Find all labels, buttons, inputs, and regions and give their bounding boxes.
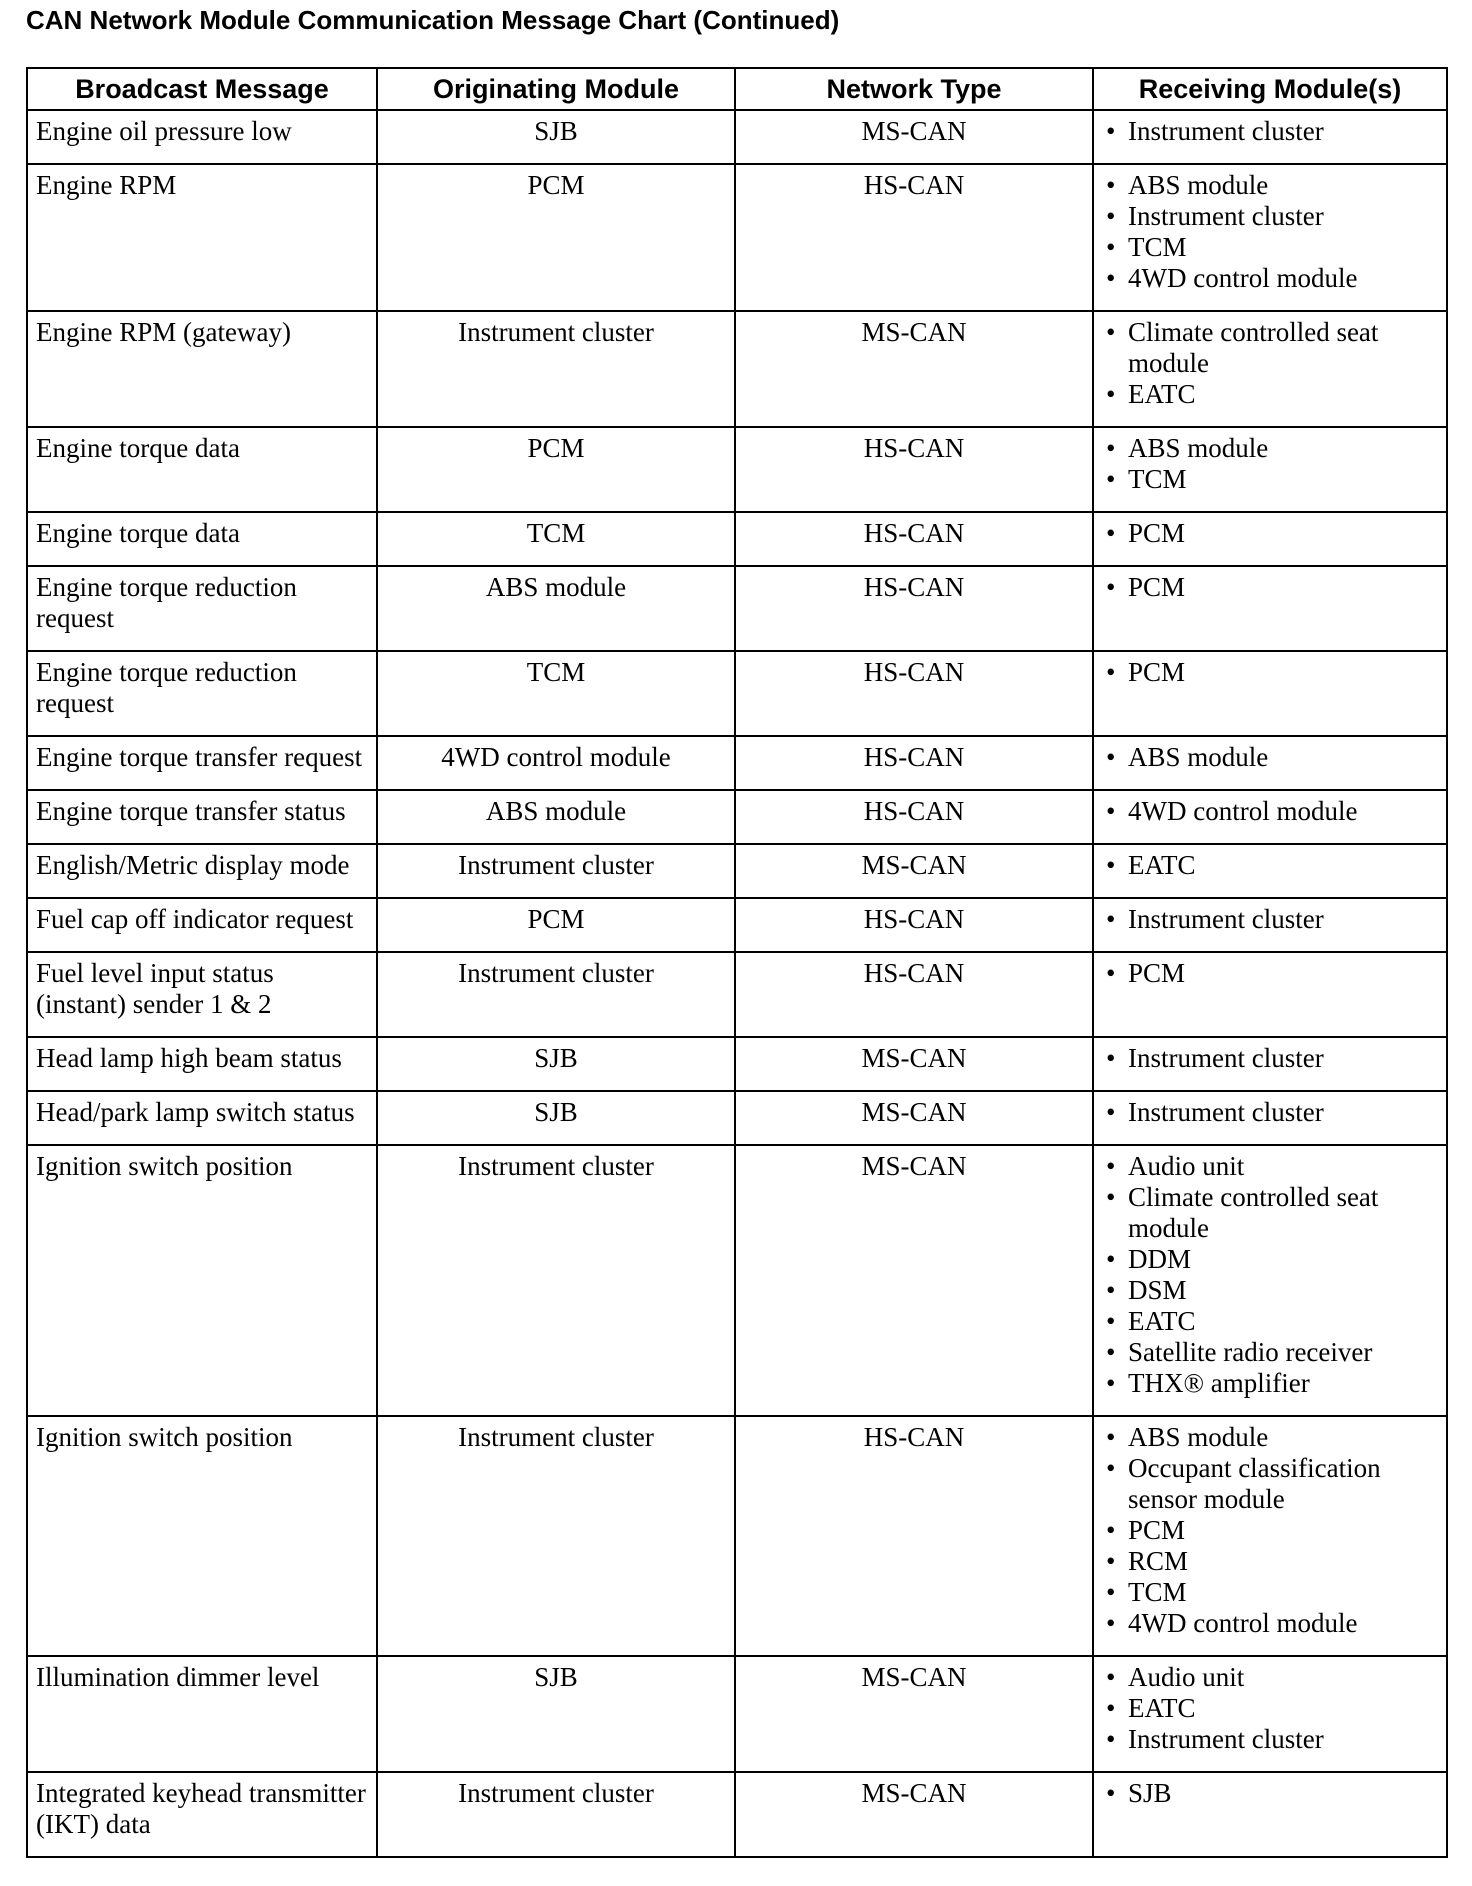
originating-module-cell: Instrument cluster: [377, 952, 735, 1037]
table-row: [27, 844, 1447, 898]
receiving-module-list: [1102, 904, 1438, 935]
receiving-modules-cell: [1093, 1145, 1447, 1416]
table-row: [27, 311, 1447, 427]
receiving-modules-cell: [1093, 1416, 1447, 1656]
table-row: [27, 164, 1447, 311]
receiving-module-item: • ABS module: [1102, 1422, 1438, 1453]
header-row: [27, 68, 1447, 110]
receiving-modules-cell: [1093, 512, 1447, 566]
receiving-module-list: [1102, 1778, 1438, 1809]
broadcast-message-cell: Fuel level input status (instant) sender 1 & 2: [27, 952, 377, 1037]
receiving-module-item: • PCM: [1102, 572, 1438, 603]
table-row: [27, 1037, 1447, 1091]
receiving-module-item: • ABS module: [1102, 170, 1438, 201]
table-row: [27, 1145, 1447, 1416]
receiving-modules-cell: [1093, 1037, 1447, 1091]
page-title: CAN Network Module Communication Message Chart (Continued): [26, 5, 840, 35]
receiving-modules-cell: [1093, 110, 1447, 164]
table-row: [27, 651, 1447, 736]
document-page: [26, 0, 1446, 1858]
receiving-module-item: • 4WD control module: [1102, 263, 1438, 294]
receiving-module-item: • EATC: [1102, 850, 1438, 881]
receiving-module-list: [1102, 796, 1438, 827]
receiving-module-item: • PCM: [1102, 657, 1438, 688]
table-row: [27, 1091, 1447, 1145]
header-broadcast-message: Broadcast Message: [27, 68, 377, 110]
receiving-module-item: • 4WD control module: [1102, 796, 1438, 827]
originating-module-cell: SJB: [377, 1656, 735, 1772]
network-type-cell: HS-CAN: [735, 566, 1093, 651]
network-type-cell: MS-CAN: [735, 110, 1093, 164]
broadcast-message-cell: Engine RPM (gateway): [27, 311, 377, 427]
header-network-type: Network Type: [735, 68, 1093, 110]
receiving-module-list: [1102, 170, 1438, 294]
network-type-cell: MS-CAN: [735, 1145, 1093, 1416]
receiving-module-item: • RCM: [1102, 1546, 1438, 1577]
network-type-cell: MS-CAN: [735, 1656, 1093, 1772]
receiving-module-item: • EATC: [1102, 1693, 1438, 1724]
receiving-module-list: [1102, 572, 1438, 603]
originating-module-cell: 4WD control module: [377, 736, 735, 790]
network-type-cell: HS-CAN: [735, 164, 1093, 311]
message-chart-table: [26, 67, 1448, 1858]
originating-module-cell: Instrument cluster: [377, 1772, 735, 1857]
receiving-module-item: • Climate controlled seat module: [1102, 317, 1438, 379]
originating-module-cell: PCM: [377, 898, 735, 952]
originating-module-cell: Instrument cluster: [377, 1145, 735, 1416]
table-row: [27, 427, 1447, 512]
receiving-module-item: • 4WD control module: [1102, 1608, 1438, 1639]
receiving-module-list: [1102, 518, 1438, 549]
originating-module-cell: Instrument cluster: [377, 311, 735, 427]
broadcast-message-cell: English/Metric display mode: [27, 844, 377, 898]
network-type-cell: HS-CAN: [735, 898, 1093, 952]
originating-module-cell: ABS module: [377, 790, 735, 844]
broadcast-message-cell: Head lamp high beam status: [27, 1037, 377, 1091]
table-row: [27, 566, 1447, 651]
receiving-module-item: • DSM: [1102, 1275, 1438, 1306]
receiving-module-list: [1102, 1662, 1438, 1755]
receiving-module-list: [1102, 1097, 1438, 1128]
table-row: [27, 952, 1447, 1037]
broadcast-message-cell: Head/park lamp switch status: [27, 1091, 377, 1145]
table-row: [27, 110, 1447, 164]
receiving-modules-cell: [1093, 566, 1447, 651]
network-type-cell: HS-CAN: [735, 1416, 1093, 1656]
broadcast-message-cell: Fuel cap off indicator request: [27, 898, 377, 952]
broadcast-message-cell: Engine torque data: [27, 512, 377, 566]
receiving-module-item: • TCM: [1102, 232, 1438, 263]
receiving-modules-cell: [1093, 1091, 1447, 1145]
receiving-module-list: [1102, 958, 1438, 989]
receiving-module-list: [1102, 1043, 1438, 1074]
table-row: [27, 898, 1447, 952]
receiving-modules-cell: [1093, 311, 1447, 427]
receiving-module-item: • Occupant classification sensor module: [1102, 1453, 1438, 1515]
receiving-modules-cell: [1093, 427, 1447, 512]
receiving-module-list: [1102, 742, 1438, 773]
receiving-module-item: • TCM: [1102, 464, 1438, 495]
table-row: [27, 736, 1447, 790]
receiving-module-item: • Instrument cluster: [1102, 904, 1438, 935]
network-type-cell: HS-CAN: [735, 952, 1093, 1037]
header-receiving-modules: Receiving Module(s): [1093, 68, 1447, 110]
network-type-cell: HS-CAN: [735, 512, 1093, 566]
originating-module-cell: PCM: [377, 164, 735, 311]
broadcast-message-cell: Integrated keyhead transmitter (IKT) data: [27, 1772, 377, 1857]
originating-module-cell: ABS module: [377, 566, 735, 651]
originating-module-cell: TCM: [377, 512, 735, 566]
broadcast-message-cell: Engine torque reduction request: [27, 566, 377, 651]
originating-module-cell: Instrument cluster: [377, 1416, 735, 1656]
originating-module-cell: SJB: [377, 110, 735, 164]
receiving-module-item: • THX® amplifier: [1102, 1368, 1438, 1399]
receiving-module-item: • Instrument cluster: [1102, 1043, 1438, 1074]
network-type-cell: HS-CAN: [735, 427, 1093, 512]
receiving-modules-cell: [1093, 898, 1447, 952]
broadcast-message-cell: Ignition switch position: [27, 1145, 377, 1416]
originating-module-cell: TCM: [377, 651, 735, 736]
receiving-module-item: • TCM: [1102, 1577, 1438, 1608]
receiving-module-item: • Audio unit: [1102, 1151, 1438, 1182]
receiving-module-item: • Audio unit: [1102, 1662, 1438, 1693]
broadcast-message-cell: Illumination dimmer level: [27, 1656, 377, 1772]
receiving-module-item: • PCM: [1102, 958, 1438, 989]
receiving-modules-cell: [1093, 1772, 1447, 1857]
table-body: [27, 110, 1447, 1857]
network-type-cell: HS-CAN: [735, 651, 1093, 736]
originating-module-cell: SJB: [377, 1037, 735, 1091]
receiving-modules-cell: [1093, 164, 1447, 311]
originating-module-cell: SJB: [377, 1091, 735, 1145]
receiving-module-list: [1102, 657, 1438, 688]
receiving-modules-cell: [1093, 952, 1447, 1037]
broadcast-message-cell: Ignition switch position: [27, 1416, 377, 1656]
receiving-module-list: [1102, 116, 1438, 147]
receiving-module-item: • ABS module: [1102, 433, 1438, 464]
receiving-module-list: [1102, 433, 1438, 495]
receiving-modules-cell: [1093, 790, 1447, 844]
receiving-module-item: • PCM: [1102, 518, 1438, 549]
receiving-module-item: • Instrument cluster: [1102, 1724, 1438, 1755]
receiving-module-item: • DDM: [1102, 1244, 1438, 1275]
receiving-module-item: • PCM: [1102, 1515, 1438, 1546]
broadcast-message-cell: Engine RPM: [27, 164, 377, 311]
header-originating-module: Originating Module: [377, 68, 735, 110]
broadcast-message-cell: Engine torque reduction request: [27, 651, 377, 736]
receiving-module-list: [1102, 1422, 1438, 1639]
table-row: [27, 790, 1447, 844]
receiving-modules-cell: [1093, 1656, 1447, 1772]
receiving-module-item: • ABS module: [1102, 742, 1438, 773]
network-type-cell: MS-CAN: [735, 844, 1093, 898]
table-row: [27, 1656, 1447, 1772]
network-type-cell: MS-CAN: [735, 1037, 1093, 1091]
table-row: [27, 1416, 1447, 1656]
originating-module-cell: Instrument cluster: [377, 844, 735, 898]
broadcast-message-cell: Engine torque transfer request: [27, 736, 377, 790]
receiving-module-item: • Instrument cluster: [1102, 201, 1438, 232]
broadcast-message-cell: Engine torque transfer status: [27, 790, 377, 844]
receiving-module-item: • Climate controlled seat module: [1102, 1182, 1438, 1244]
broadcast-message-cell: Engine torque data: [27, 427, 377, 512]
receiving-module-item: • Satellite radio receiver: [1102, 1337, 1438, 1368]
receiving-module-list: [1102, 1151, 1438, 1399]
receiving-module-item: • EATC: [1102, 379, 1438, 410]
network-type-cell: HS-CAN: [735, 736, 1093, 790]
network-type-cell: MS-CAN: [735, 311, 1093, 427]
receiving-modules-cell: [1093, 736, 1447, 790]
receiving-module-list: [1102, 317, 1438, 410]
receiving-module-list: [1102, 850, 1438, 881]
receiving-modules-cell: [1093, 844, 1447, 898]
table-row: [27, 512, 1447, 566]
receiving-module-item: • Instrument cluster: [1102, 116, 1438, 147]
receiving-modules-cell: [1093, 651, 1447, 736]
originating-module-cell: PCM: [377, 427, 735, 512]
table-row: [27, 1772, 1447, 1857]
receiving-module-item: • EATC: [1102, 1306, 1438, 1337]
broadcast-message-cell: Engine oil pressure low: [27, 110, 377, 164]
network-type-cell: MS-CAN: [735, 1091, 1093, 1145]
network-type-cell: MS-CAN: [735, 1772, 1093, 1857]
network-type-cell: HS-CAN: [735, 790, 1093, 844]
receiving-module-item: • SJB: [1102, 1778, 1438, 1809]
receiving-module-item: • Instrument cluster: [1102, 1097, 1438, 1128]
